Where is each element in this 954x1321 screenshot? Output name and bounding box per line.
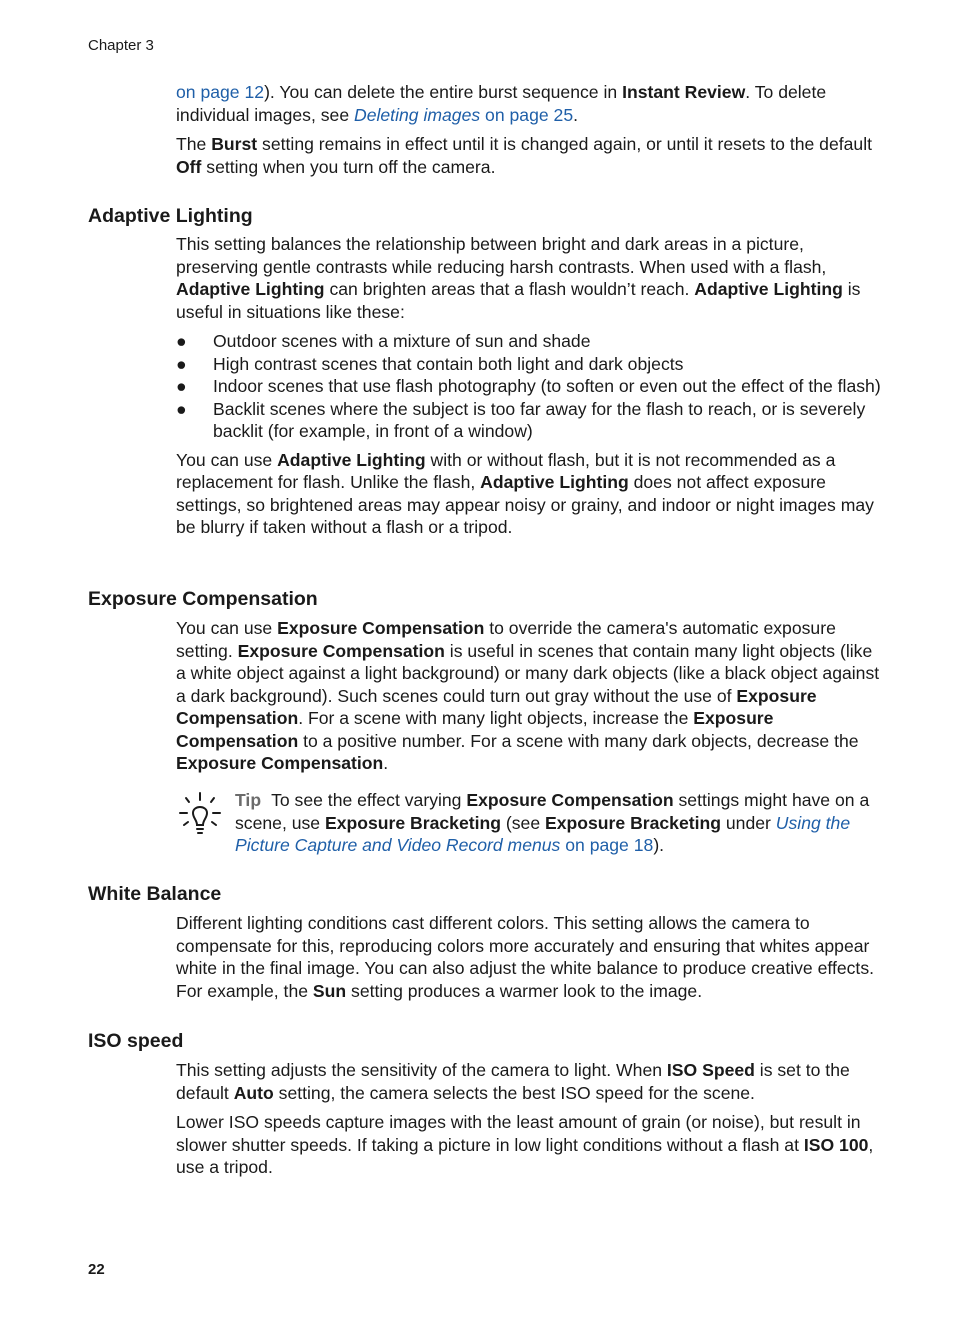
- iso-speed-heading: ISO speed: [88, 1030, 184, 1052]
- adaptive-paragraph-2: You can use Adaptive Lighting with or without flash, but it is not recommended as a replacement for flash. Unlike the flash, Adaptive Lighting does not affect exposure settings, so brightened areas may appear noisy or grainy, and indoor or night images may be blurry if taken without a flash or a tripod.: [176, 449, 874, 537]
- list-item: ● Backlit scenes where the subject is too far away for the flash to reach, or is severely backlit (for example, in front of a window): [176, 398, 866, 441]
- list-item: ● Indoor scenes that use flash photography (to soften or even out the effect of the flash): [176, 376, 881, 396]
- adaptive-bullet-list: [176, 330, 884, 443]
- chapter-header: Chapter 3: [88, 37, 154, 54]
- adaptive-lighting-heading: Adaptive Lighting: [88, 205, 253, 227]
- picture-capture-menus-link[interactable]: Using the Picture Capture and Video Record menus on page 18: [235, 812, 851, 855]
- iso-paragraph-1: This setting adjusts the sensitivity of the camera to light. When ISO Speed is set to the default Auto setting, the camera selects the best ISO speed for the scene.: [176, 1060, 850, 1103]
- white-balance-paragraph: Different lighting conditions cast different colors. This setting allows the camera to compensate for this, reproducing colors more accurately and ensuring that whites appear white in the final image. You can also adjust the white balance to produce creative effects. For example, the Sun setting produces a warmer look to the image.: [176, 913, 875, 1001]
- intro-paragraph-1: on page 12). You can delete the entire burst sequence in Instant Review. To delete individual images, see Deleting images on page 25.: [176, 82, 827, 125]
- lightbulb-icon: [176, 789, 224, 841]
- iso-speed-section: [176, 1059, 884, 1179]
- bullet-icon: ●: [176, 331, 187, 351]
- bullet-icon: ●: [176, 353, 187, 374]
- list-item: ● Outdoor scenes with a mixture of sun and shade: [176, 331, 591, 351]
- intro-paragraph-2: The Burst setting remains in effect until it is changed again, or until it resets to the default Off setting when you turn off the camera.: [176, 134, 872, 177]
- iso-paragraph-2: Lower ISO speeds capture images with the least amount of grain (or noise), but result in slower shutter speeds. If taking a picture in low light conditions without a flash at ISO 100, use a tripod.: [176, 1112, 874, 1177]
- exposure-compensation-section: [176, 617, 884, 775]
- adaptive-paragraph-1: This setting balances the relationship between bright and dark areas in a picture, preserving gentle contrasts while reducing harsh contrasts. When used with a flash, Adaptive Lighting can brighten areas that a flash wouldn’t reach. Adaptive Lighting is useful in situations like these:: [176, 234, 861, 322]
- page-number: 22: [88, 1261, 105, 1278]
- deleting-images-link[interactable]: Deleting images on page 25: [354, 104, 574, 125]
- list-item: ● High contrast scenes that contain both light and dark objects: [176, 353, 684, 374]
- page-12-link[interactable]: on page 12: [176, 82, 265, 102]
- white-balance-section: [176, 912, 884, 1002]
- intro-section: [176, 81, 884, 178]
- exposure-paragraph-1: You can use Exposure Compensation to override the camera's automatic exposure setting. Exposure Compensation is useful in scenes that contain many light objects (like a white object against a light background) or many dark objects (like a black object against a dark background). Such scenes could turn out gray without the use of Exposure Compensation. For a scene with many light objects, increase the Exposure Compensation to a positive number. For a scene with many dark objects, decrease the Exposure Compensation.: [176, 618, 880, 773]
- exposure-tip: Tip To see the effect varying Exposure Compensation settings might have on a scene, use Exposure Bracketing (see Exposure Bracketing under Using the Picture Capture and Video Record menus on page 18).: [235, 790, 870, 855]
- adaptive-lighting-section: [176, 233, 884, 539]
- exposure-compensation-heading: Exposure Compensation: [88, 588, 318, 610]
- tip-label: Tip: [235, 790, 262, 810]
- bullet-icon: ●: [176, 376, 187, 396]
- white-balance-heading: White Balance: [88, 883, 222, 905]
- bullet-icon: ●: [176, 398, 187, 419]
